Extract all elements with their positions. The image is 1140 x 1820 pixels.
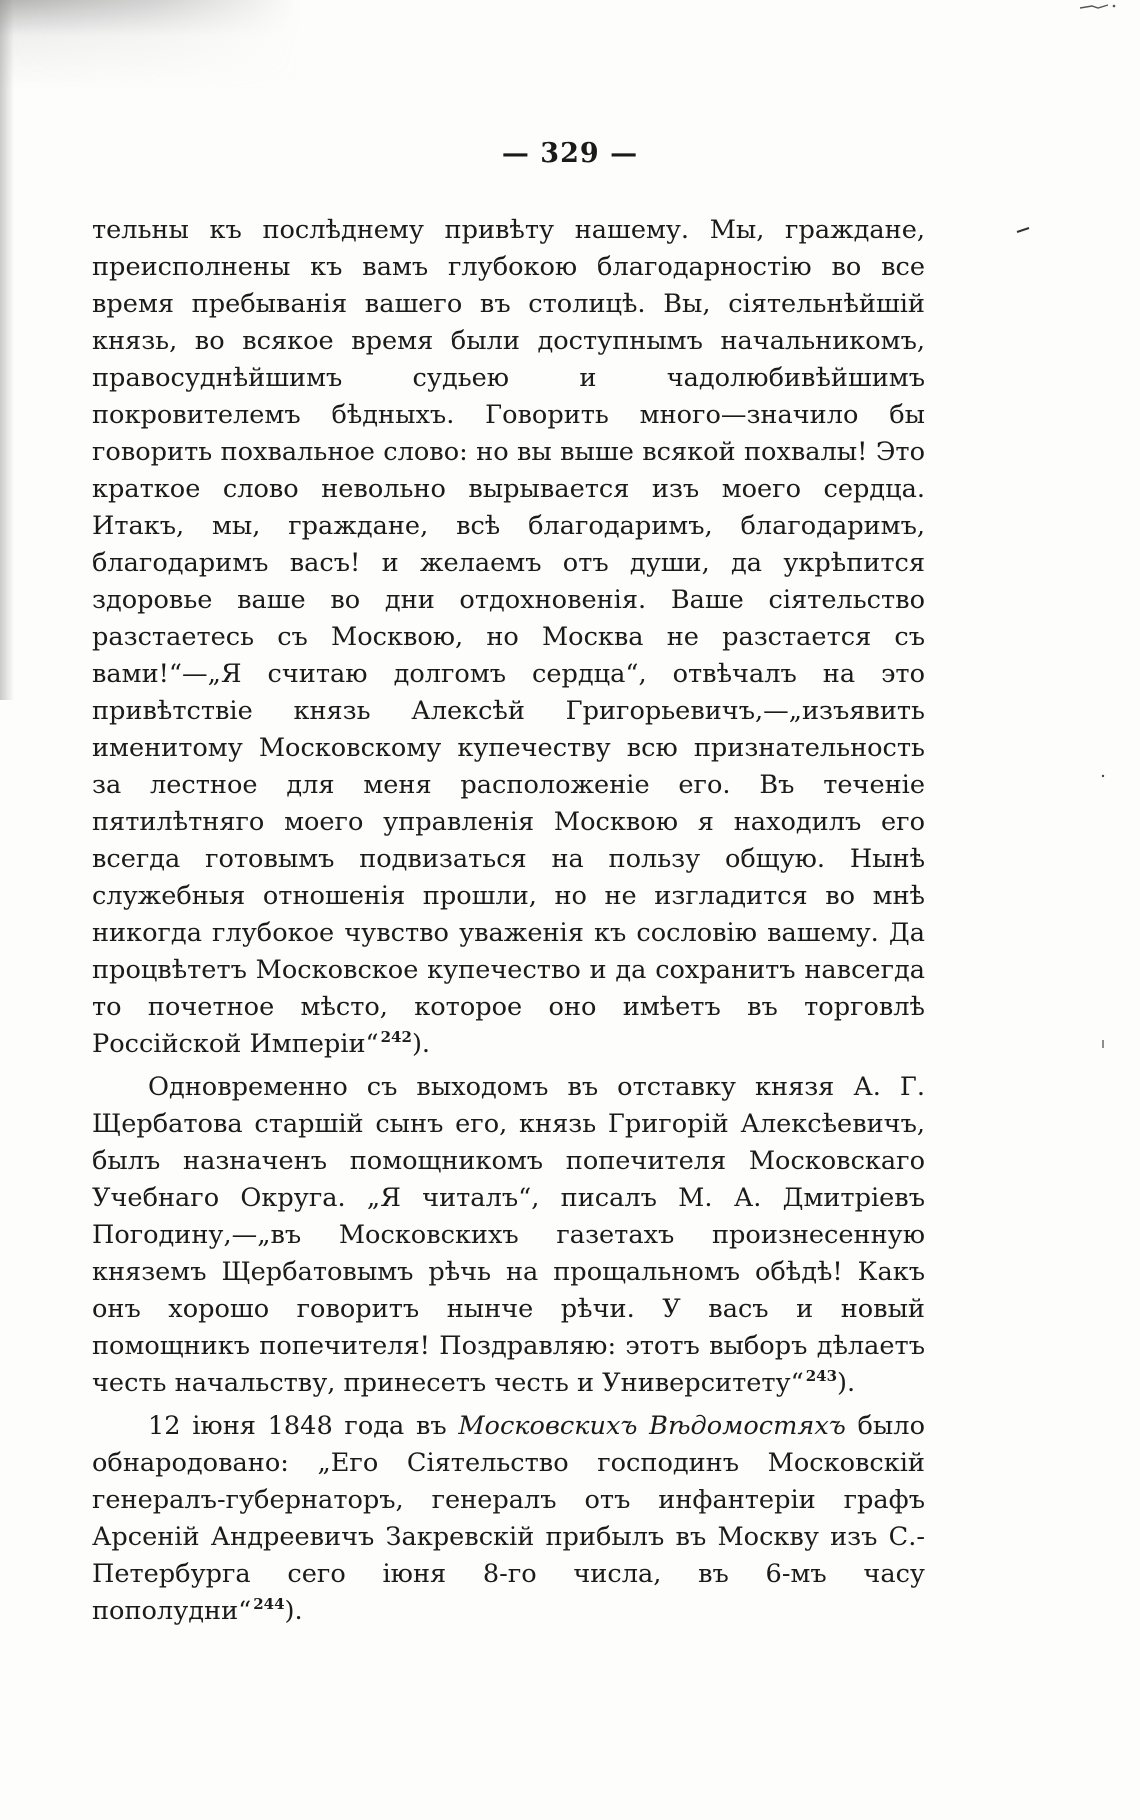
text-run: ). — [837, 1368, 856, 1398]
paragraph — [92, 1408, 925, 1630]
footnote-ref: 243 — [805, 1367, 838, 1386]
text-run: ). — [284, 1596, 303, 1626]
page-number: — 329 — — [501, 138, 639, 169]
text-run: тельны къ послѣднему привѣту нашему. Мы, граждане, преисполнены къ вамъ глубокою благодарностію во все время пребыванія вашего въ столицѣ. Вы, сіятельнѣйшій князь, во всякое время были доступнымъ начальникомъ, правосуднѣйшимъ судьею и чадолюбивѣйшимъ покровителемъ бѣдныхъ. Говорить много—значило бы говорить похвальное слово: но вы выше всякой похвалы! Это краткое слово невольно вырывается изъ моего сердца. Итакъ, мы, граждане, всѣ благодаримъ, благодаримъ, благодаримъ васъ! и желаемъ отъ души, да укрѣпится здоровье ваше во дни отдохновенія. Ваше сіятельство разстаетесь съ Москвою, но Москва не разстается съ вами!“—„Я считаю долгомъ сердца“, отвѣчалъ на это привѣтствіе князь Алексѣй Григорьевичъ,—„изъявить именитому Московскому купечеству всю признательность за лестное для меня расположеніе его. Въ теченіе пятилѣтняго моего управленія Москвою я находилъ его всегда готовымъ подвизаться на пользу общую. Нынѣ служебныя отношенія прошли, но не изгладится во мнѣ никогда глубокое чувство уваженія къ сословію вашему. Да процвѣтетъ Московское купечество и да сохранитъ навсегда то почетное мѣсто, которое оно имѣетъ въ торговлѣ Россійской Имперіи“ — [92, 215, 925, 1059]
footnote-ref: 242 — [380, 1028, 412, 1047]
footnote-ref: 244 — [253, 1595, 285, 1614]
text-run: Одновременно съ выходомъ въ отставку князя А. Г. Щербатова старшій сынъ его, князь Григорій Алексѣевичъ, былъ назначенъ помощникомъ попечителя Московскаго Учебнаго Округа. „Я читалъ“, писалъ М. А. Дмитріевъ Погодину,—„въ Московскихъ газетахъ произнесенную княземъ Щербатовымъ рѣчь на прощальномъ обѣдѣ! Какъ онъ хорошо говоритъ нынче рѣчи. У васъ и новый помощникъ попечителя! Поздравляю: этотъ выборъ дѣлаетъ честь начальству, принесетъ честь и Университету“ — [92, 1072, 925, 1398]
margin-mark — [1100, 772, 1106, 780]
scan-corner-mark — [1078, 2, 1118, 12]
italic-title: Московскихъ Вѣдомостяхъ — [458, 1411, 846, 1441]
text-run: 12 іюня 1848 года въ — [148, 1411, 459, 1441]
paragraph — [92, 1069, 925, 1402]
text-run: ). — [411, 1029, 431, 1059]
scan-shadow — [0, 0, 300, 90]
scan-edge — [0, 0, 14, 700]
text-run: было обнародовано: „Его Сіятельство господинъ Московскій генералъ-губернаторъ, генералъ отъ инфантеріи графъ Арсеній Андреевичъ Закревскій прибылъ въ Москву изъ С.-Петербурга сего іюня 8-го числа, въ 6-мъ часу пополудни“ — [92, 1411, 925, 1626]
body-text — [92, 212, 925, 1630]
margin-mark — [1100, 1040, 1106, 1048]
paragraph — [92, 212, 925, 1063]
margin-mark — [1015, 226, 1033, 234]
